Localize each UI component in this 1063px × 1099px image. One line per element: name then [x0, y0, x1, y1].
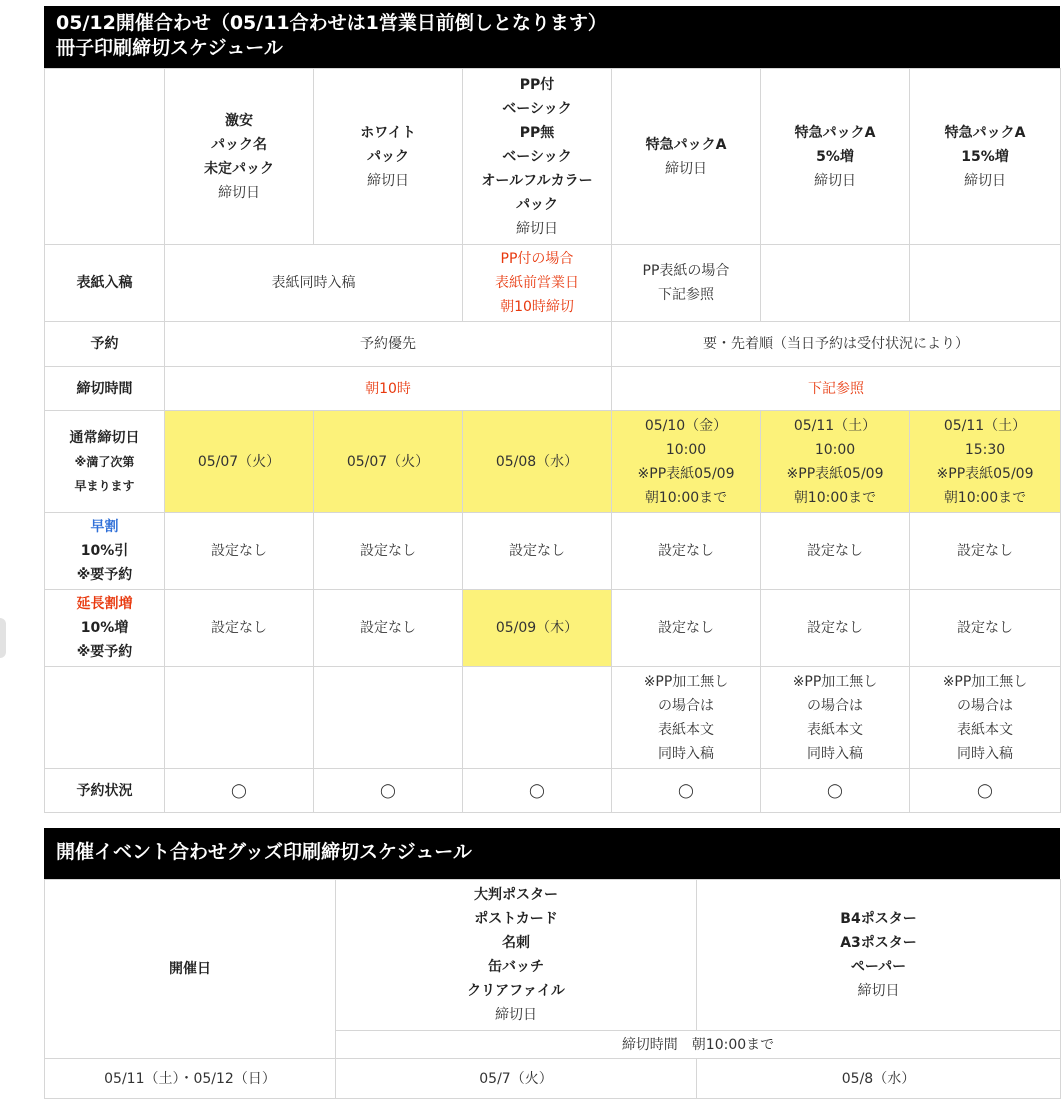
early-discount-row	[45, 513, 1061, 590]
row-label-status: 予約状況	[45, 769, 165, 813]
row-label-cover: 表紙入稿	[45, 245, 165, 322]
express-note-cell: ※PP加工無し の場合は 表紙本文 同時入稿	[910, 667, 1061, 769]
notes-empty	[463, 667, 612, 769]
express-deadline-cell: 05/10（金） 10:00 ※PP表紙05/09 朝10:00まで	[612, 411, 761, 513]
express-deadline-cell: 05/11（土） 15:30 ※PP表紙05/09 朝10:00まで	[910, 411, 1061, 513]
goods-data-row	[45, 1059, 1061, 1099]
deadline-time-morning: 朝10時	[165, 367, 612, 411]
notes-empty	[165, 667, 314, 769]
edge-handle	[0, 618, 6, 658]
express-deadline-cell: 05/11（土） 10:00 ※PP表紙05/09 朝10:00まで	[761, 411, 910, 513]
early-discount-cell: 設定なし	[463, 513, 612, 590]
schedule-title-line1: 05/12開催合わせ（05/11合わせは1営業日前倒しとなります）	[56, 12, 607, 34]
goods-schedule-title-bar	[44, 828, 1060, 879]
extension-cell: 設定なし	[314, 590, 463, 667]
status-available-icon: ◯	[463, 769, 612, 813]
cover-row	[45, 245, 1061, 322]
status-available-icon: ◯	[910, 769, 1061, 813]
goods-schedule-title: 開催イベント合わせグッズ印刷締切スケジュール	[56, 841, 472, 863]
early-discount-cell: 設定なし	[612, 513, 761, 590]
normal-deadline-cell: 05/07（火）	[165, 411, 314, 513]
deadline-time-note: 締切時間 朝10:00まで	[336, 1031, 1061, 1059]
extension-row	[45, 590, 1061, 667]
booklet-deadline-table	[44, 68, 1061, 813]
reservation-priority: 予約優先	[165, 322, 612, 367]
status-available-icon: ◯	[165, 769, 314, 813]
deadline-time-row	[45, 367, 1061, 411]
row-label-deadline-time: 締切時間	[45, 367, 165, 411]
early-discount-cell: 設定なし	[761, 513, 910, 590]
reservation-row	[45, 322, 1061, 367]
header-row	[45, 69, 1061, 245]
early-discount-cell: 設定なし	[165, 513, 314, 590]
reservation-first-come: 要・先着順（当日予約は受付状況により）	[612, 322, 1061, 367]
row-label-normal-deadline: 通常締切日 ※満了次第 早まります	[45, 411, 165, 513]
event-date-header: 開催日	[45, 880, 336, 1059]
col-header-express-a-5: 特急パックA 5%増 締切日	[761, 69, 910, 245]
schedule-title-bar	[44, 6, 1060, 68]
extension-cell: 設定なし	[761, 590, 910, 667]
col-header-white-pack: ホワイト パック 締切日	[314, 69, 463, 245]
notes-row	[45, 667, 1061, 769]
col-header-cheap-pack: 激安 パック名 未定パック 締切日	[165, 69, 314, 245]
early-discount-cell: 設定なし	[910, 513, 1061, 590]
cover-empty-5	[761, 245, 910, 322]
col-header-express-a: 特急パックA 締切日	[612, 69, 761, 245]
deadline-time-see-below: 下記参照	[612, 367, 1061, 411]
normal-deadline-cell: 05/08（水）	[463, 411, 612, 513]
col-header-express-a-15: 特急パックA 15%増 締切日	[910, 69, 1061, 245]
row-label-reservation: 予約	[45, 322, 165, 367]
extension-cell: 設定なし	[612, 590, 761, 667]
notes-empty-label	[45, 667, 165, 769]
express-note-cell: ※PP加工無し の場合は 表紙本文 同時入稿	[761, 667, 910, 769]
event-date-cell: 05/11（土）・05/12（日）	[45, 1059, 336, 1099]
normal-deadline-row	[45, 411, 1061, 513]
early-discount-cell: 設定なし	[314, 513, 463, 590]
col-header-basic-pack: PP付 ベーシック PP無 ベーシック オールフルカラー パック 締切日	[463, 69, 612, 245]
express-note-cell: ※PP加工無し の場合は 表紙本文 同時入稿	[612, 667, 761, 769]
cover-pp-note: PP付の場合 表紙前営業日 朝10時締切	[463, 245, 612, 322]
status-available-icon: ◯	[314, 769, 463, 813]
goods-deadline-cell: 05/8（水）	[697, 1059, 1061, 1099]
cover-simultaneous: 表紙同時入稿	[165, 245, 463, 322]
goods-deadline-table	[44, 879, 1061, 1099]
extension-cell: 設定なし	[165, 590, 314, 667]
col-header-poster-group: 大判ポスター ポストカード 名刺 缶バッチ クリアファイル 締切日	[336, 880, 697, 1031]
goods-deadline-cell: 05/7（火）	[336, 1059, 697, 1099]
extension-cell: 設定なし	[910, 590, 1061, 667]
schedule-title-line2: 冊子印刷締切スケジュール	[56, 37, 283, 59]
extension-cell: 05/09（木）	[463, 590, 612, 667]
header-corner	[45, 69, 165, 245]
col-header-b4-group: B4ポスター A3ポスター ペーパー 締切日	[697, 880, 1061, 1031]
cover-pp-cover-note: PP表紙の場合 下記参照	[612, 245, 761, 322]
goods-header-row	[45, 880, 1061, 1031]
status-available-icon: ◯	[761, 769, 910, 813]
status-available-icon: ◯	[612, 769, 761, 813]
notes-empty	[314, 667, 463, 769]
normal-deadline-cell: 05/07（火）	[314, 411, 463, 513]
cover-empty-6	[910, 245, 1061, 322]
row-label-extension: 延長割増 10%増 ※要予約	[45, 590, 165, 667]
status-row	[45, 769, 1061, 813]
row-label-early-discount: 早割 10%引 ※要予約	[45, 513, 165, 590]
